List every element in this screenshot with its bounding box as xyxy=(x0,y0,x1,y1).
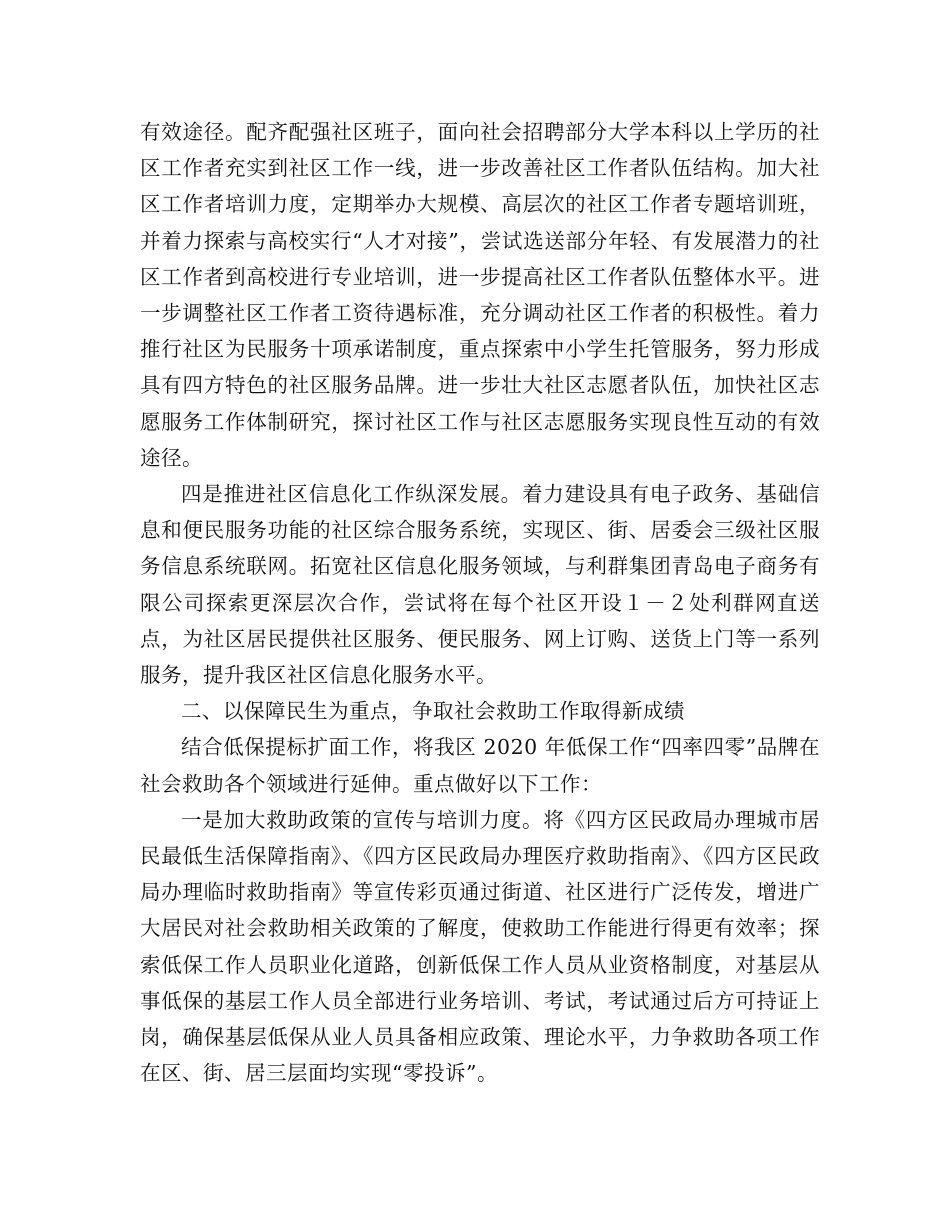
paragraph-3: 结合低保提标扩面工作，将我区 2020 年低保工作“四率四零”品牌在社会救助各个领域进行延伸。重点做好以下工作： xyxy=(140,735,820,796)
document-body xyxy=(140,114,820,1091)
paragraph-1: 有效途径。配齐配强社区班子，面向社会招聘部分大学本科以上学历的社区工作者充实到社区工作一线，进一步改善社区工作者队伍结构。加大社区工作者培训力度，定期举办大规模、高层次的社区工作者专题培训班，并着力探索与高校实行“人才对接”，尝试选送部分年轻、有发展潜力的社区工作者到高校进行专业培训，进一步提高社区工作者队伍整体水平。进一步调整社区工作者工资待遇标准，充分调动社区工作者的积极性。着力推行社区为民服务十项承诺制度，重点探索中小学生托管服务，努力形成具有四方特色的社区服务品牌。进一步壮大社区志愿者队伍，加快社区志愿服务工作体制研究，探讨社区工作与社区志愿服务实现良性互动的有效途径。 xyxy=(140,120,820,470)
paragraph-2: 四是推进社区信息化工作纵深发展。着力建设具有电子政务、基础信息和便民服务功能的社区综合服务系统，实现区、街、居委会三级社区服务信息系统联网。拓宽社区信息化服务领域，与利群集团青岛电子商务有限公司探索更深层次合作，尝试将在每个社区开设１－２处利群网直送点，为社区居民提供社区服务、便民服务、网上订购、送货上门等一系列服务，提升我区社区信息化服务水平。 xyxy=(140,482,820,688)
paragraph-4: 一是加大救助政策的宣传与培训力度。将《四方区民政局办理城市居民最低生活保障指南》、《四方区民政局办理医疗救助指南》、《四方区民政局办理临时救助指南》等宣传彩页通过街道、社区进行广泛传发，增进广大居民对社会救助相关政策的了解度，使救助工作能进行得更有效率；探索低保工作人员职业化道路，创新低保工作人员从业资格制度，对基层从事低保的基层工作人员全部进行业务培训、考试，考试通过后方可持证上岗，确保基层低保从业人员具备相应政策、理论水平，力争救助各项工作在区、街、居三层面均实现“零投诉”。 xyxy=(140,807,820,1086)
section-heading: 二、以保障民生为重点，争取社会救助工作取得新成绩 xyxy=(181,699,685,724)
